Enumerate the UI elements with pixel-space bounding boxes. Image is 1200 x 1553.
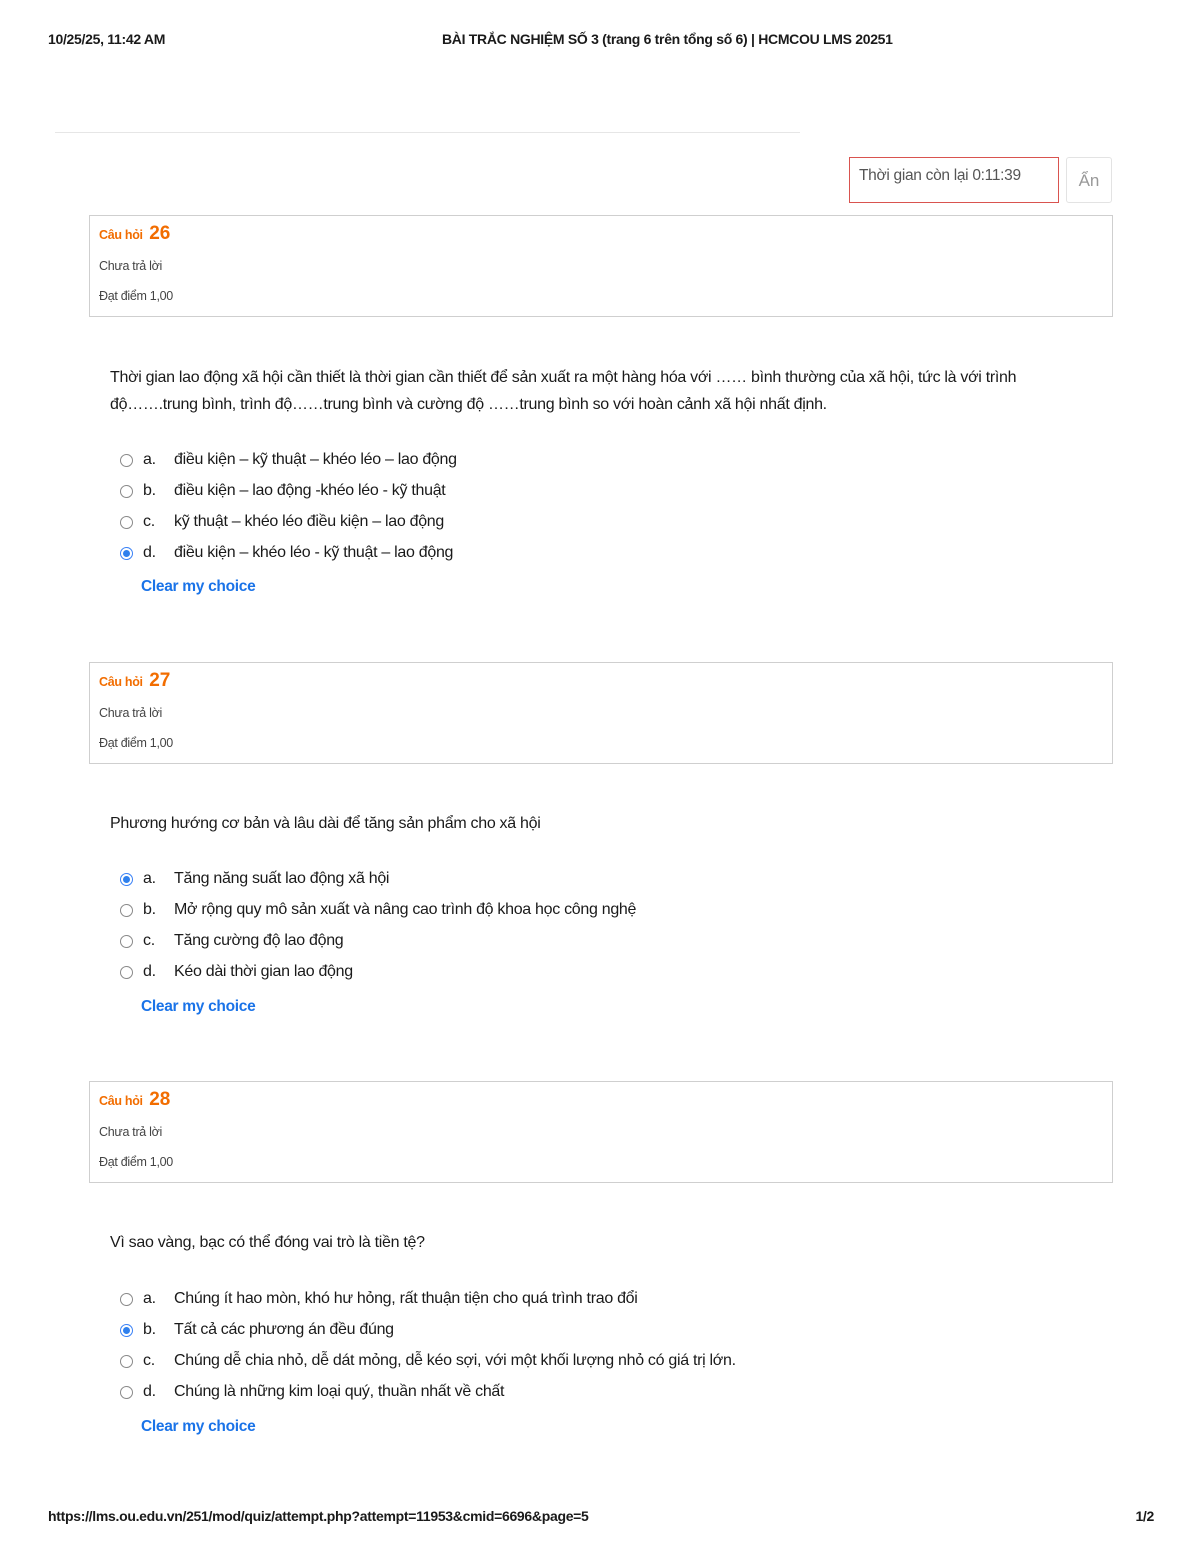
answer-letter: c. [143,932,155,949]
question-number [99,223,170,245]
answer-text[interactable]: Kéo dài thời gian lao động [174,963,353,980]
question-grade: Đạt điểm 1,00 [99,1155,173,1169]
answer-text[interactable]: điều kiện – kỹ thuật – khéo léo – lao động [174,451,457,468]
radio-button-selected[interactable] [120,1324,133,1337]
radio-button[interactable] [120,935,133,948]
radio-button[interactable] [120,485,133,498]
print-url: https://lms.ou.edu.vn/251/mod/quiz/attempt.php?attempt=11953&cmid=6696&page=5 [48,1508,589,1524]
clear-choice-link[interactable]: Clear my choice [141,578,256,595]
radio-button[interactable] [120,454,133,467]
answer-text[interactable]: Chúng là những kim loại quý, thuần nhất về chất [174,1383,505,1400]
question-state: Chưa trả lời [99,1125,162,1139]
answer-option[interactable] [120,963,1080,994]
question-text: Thời gian lao động xã hội cần thiết là thời gian cần thiết để sản xuất ra một hàng hóa với …… bình thường của xã hội, tức là với trình độ…….trung bình, trình độ……trung bình và cường độ ……trung bình so với hoàn cảnh xã hội nhất định. [110,369,1017,413]
answer-text[interactable]: Chúng dễ chia nhỏ, dễ dát mỏng, dễ kéo sợi, với một khối lượng nhỏ có giá trị lớn. [174,1352,736,1369]
answer-list [120,870,1080,994]
print-header [48,31,1154,51]
answer-option[interactable] [120,513,1080,544]
answer-option[interactable] [120,870,1080,901]
radio-button[interactable] [120,1293,133,1306]
question-number-value: 28 [149,1089,171,1110]
answer-text[interactable]: điều kiện – khéo léo - kỹ thuật – lao động [174,544,454,561]
answer-letter: b. [143,1321,156,1338]
question-label: Câu hỏi [99,1094,143,1108]
question-number-value: 26 [149,223,171,244]
answer-text[interactable]: kỹ thuật – khéo léo điều kiện – lao động [174,513,444,530]
clear-choice-link[interactable]: Clear my choice [141,1418,256,1435]
question-number-value: 27 [149,670,171,691]
radio-button[interactable] [120,966,133,979]
radio-button[interactable] [120,1386,133,1399]
answer-text[interactable]: điều kiện – lao động -khéo léo - kỹ thuật [174,482,446,499]
question-grade: Đạt điểm 1,00 [99,289,173,303]
answer-text[interactable]: Tăng năng suất lao động xã hội [174,870,390,887]
answer-text[interactable]: Tăng cường độ lao động [174,932,344,949]
answer-option[interactable] [120,901,1080,932]
print-page-number: 1/2 [1135,1508,1154,1524]
question-grade: Đạt điểm 1,00 [99,736,173,750]
answer-letter: c. [143,1352,155,1369]
radio-button[interactable] [120,516,133,529]
answer-letter: a. [143,1290,156,1307]
question-info-26 [89,215,1113,317]
question-text: Phương hướng cơ bản và lâu dài để tăng sản phẩm cho xã hội [110,815,541,832]
answer-letter: d. [143,544,156,561]
answer-option[interactable] [120,544,1080,575]
question-state: Chưa trả lời [99,259,162,273]
answer-text[interactable]: Chúng ít hao mòn, khó hư hỏng, rất thuận tiện cho quá trình trao đổi [174,1290,638,1307]
radio-button[interactable] [120,904,133,917]
hide-timer-button[interactable]: Ẩn [1066,157,1112,203]
answer-letter: b. [143,482,156,499]
print-title: BÀI TRẮC NGHIỆM SỐ 3 (trang 6 trên tổng số 6) | HCMCOU LMS 20251 [442,31,893,47]
question-label: Câu hỏi [99,228,143,242]
answer-option[interactable] [120,1352,1080,1383]
answer-letter: a. [143,451,156,468]
question-info-27 [89,662,1113,764]
answer-option[interactable] [120,1383,1080,1414]
answer-letter: c. [143,513,155,530]
print-datetime: 10/25/25, 11:42 AM [48,31,166,47]
answer-list [120,451,1080,575]
answer-text[interactable]: Mở rộng quy mô sản xuất và nâng cao trình độ khoa học công nghệ [174,901,637,918]
radio-button[interactable] [120,1355,133,1368]
quiz-timer: Thời gian còn lại 0:11:39 [849,157,1059,203]
answer-letter: a. [143,870,156,887]
clear-choice-link[interactable]: Clear my choice [141,998,256,1015]
radio-button-selected[interactable] [120,547,133,560]
print-footer [48,1508,1154,1528]
answer-letter: b. [143,901,156,918]
answer-letter: d. [143,963,156,980]
question-number [99,670,170,692]
answer-option[interactable] [120,1290,1080,1321]
question-text: Vì sao vàng, bạc có thể đóng vai trò là tiền tệ? [110,1234,425,1251]
answer-option[interactable] [120,932,1080,963]
question-number [99,1089,170,1111]
answer-list [120,1290,1080,1414]
answer-option[interactable] [120,1321,1080,1352]
radio-button-selected[interactable] [120,873,133,886]
question-state: Chưa trả lời [99,706,162,720]
answer-text[interactable]: Tất cả các phương án đều đúng [174,1321,394,1338]
question-label: Câu hỏi [99,675,143,689]
divider [55,132,800,133]
question-info-28 [89,1081,1113,1183]
answer-option[interactable] [120,482,1080,513]
answer-letter: d. [143,1383,156,1400]
answer-option[interactable] [120,451,1080,482]
